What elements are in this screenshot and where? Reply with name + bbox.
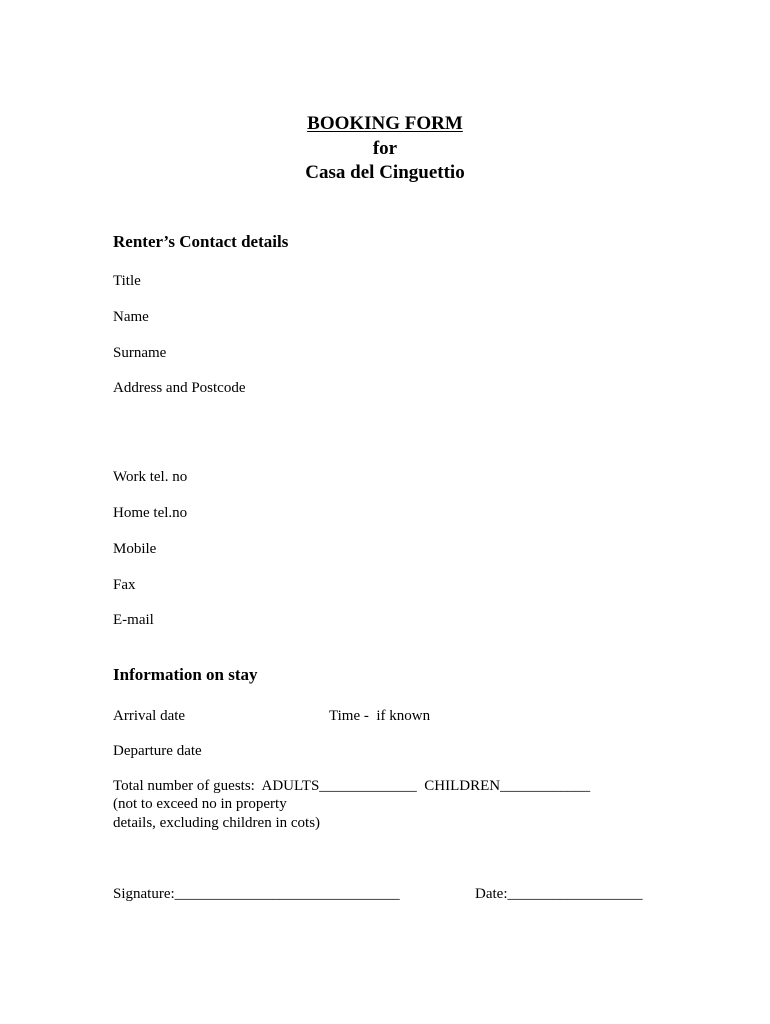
form-title: BOOKING FORM [307,113,463,134]
signature-line: Signature:______________________________ [113,886,400,902]
departure-date-label: Departure date [113,743,202,759]
email-field-label: E-mail [113,612,154,628]
date-line: Date:__________________ [475,886,643,902]
mobile-field-label: Mobile [113,541,157,557]
stay-info-heading: Information on stay [113,665,258,684]
form-title-for: for [372,138,398,159]
property-name: Casa del Cinguettio [305,162,465,183]
name-field-label: Name [113,309,149,325]
surname-field-label: Surname [113,345,167,361]
arrival-time-label: Time - if known [329,708,431,724]
arrival-date-label: Arrival date [113,708,186,724]
contact-details-heading: Renter’s Contact details [113,232,289,251]
fax-field-label: Fax [113,577,136,593]
address-field-label: Address and Postcode [113,380,246,396]
guests-note-line-2: details, excluding children in cots) [113,815,321,831]
total-guests-line: Total number of guests: ADULTS_____________ CHILDREN____________ [113,778,591,794]
guests-note-line-1: (not to exceed no in property [113,796,287,812]
work-tel-field-label: Work tel. no [113,469,188,485]
home-tel-field-label: Home tel.no [113,505,188,521]
title-field-label: Title [113,273,141,289]
